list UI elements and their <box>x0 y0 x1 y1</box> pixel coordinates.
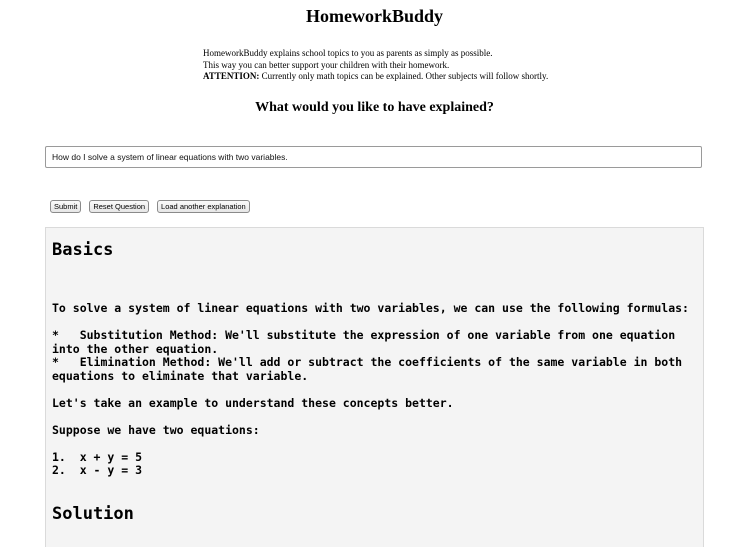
basics-heading: Basics <box>52 240 114 260</box>
equation-1: 1. x + y = 5 <box>52 450 143 464</box>
prompt-heading: What would you like to have explained? <box>255 100 494 115</box>
intro-text <box>203 48 603 83</box>
attention-text: Currently only math topics can be explained. Other subjects will follow shortly. <box>259 71 549 81</box>
action-buttons <box>50 200 250 213</box>
intro-attention <box>203 71 603 83</box>
attention-label: ATTENTION: <box>203 71 260 81</box>
reset-question-button[interactable]: Reset Question <box>89 200 149 213</box>
explanation-panel <box>45 227 704 547</box>
elimination-bullet: * Elimination Method: We'll add or subtract the coefficients of the same variable in both equations to eliminate that variable. <box>52 355 689 383</box>
equation-2: 2. x - y = 3 <box>52 463 143 477</box>
substitution-bullet: * Substitution Method: We'll substitute the expression of one variable from one equation into the other equation. <box>52 328 683 356</box>
suppose-text: Suppose we have two equations: <box>52 423 260 437</box>
example-text: Let's take an example to understand these concepts better. <box>52 396 454 410</box>
intro-line-1: HomeworkBuddy explains school topics to you as parents as simply as possible. <box>203 48 493 58</box>
explanation-intro: To solve a system of linear equations with two variables, we can use the following formulas: <box>52 301 689 315</box>
question-input[interactable] <box>45 146 702 168</box>
solution-heading: Solution <box>52 504 134 524</box>
intro-line-2: This way you can better support your children with their homework. <box>203 59 450 70</box>
submit-button[interactable]: Submit <box>50 200 81 213</box>
load-another-explanation-button[interactable]: Load another explanation <box>157 200 250 213</box>
app-title: HomeworkBuddy <box>305 6 444 26</box>
